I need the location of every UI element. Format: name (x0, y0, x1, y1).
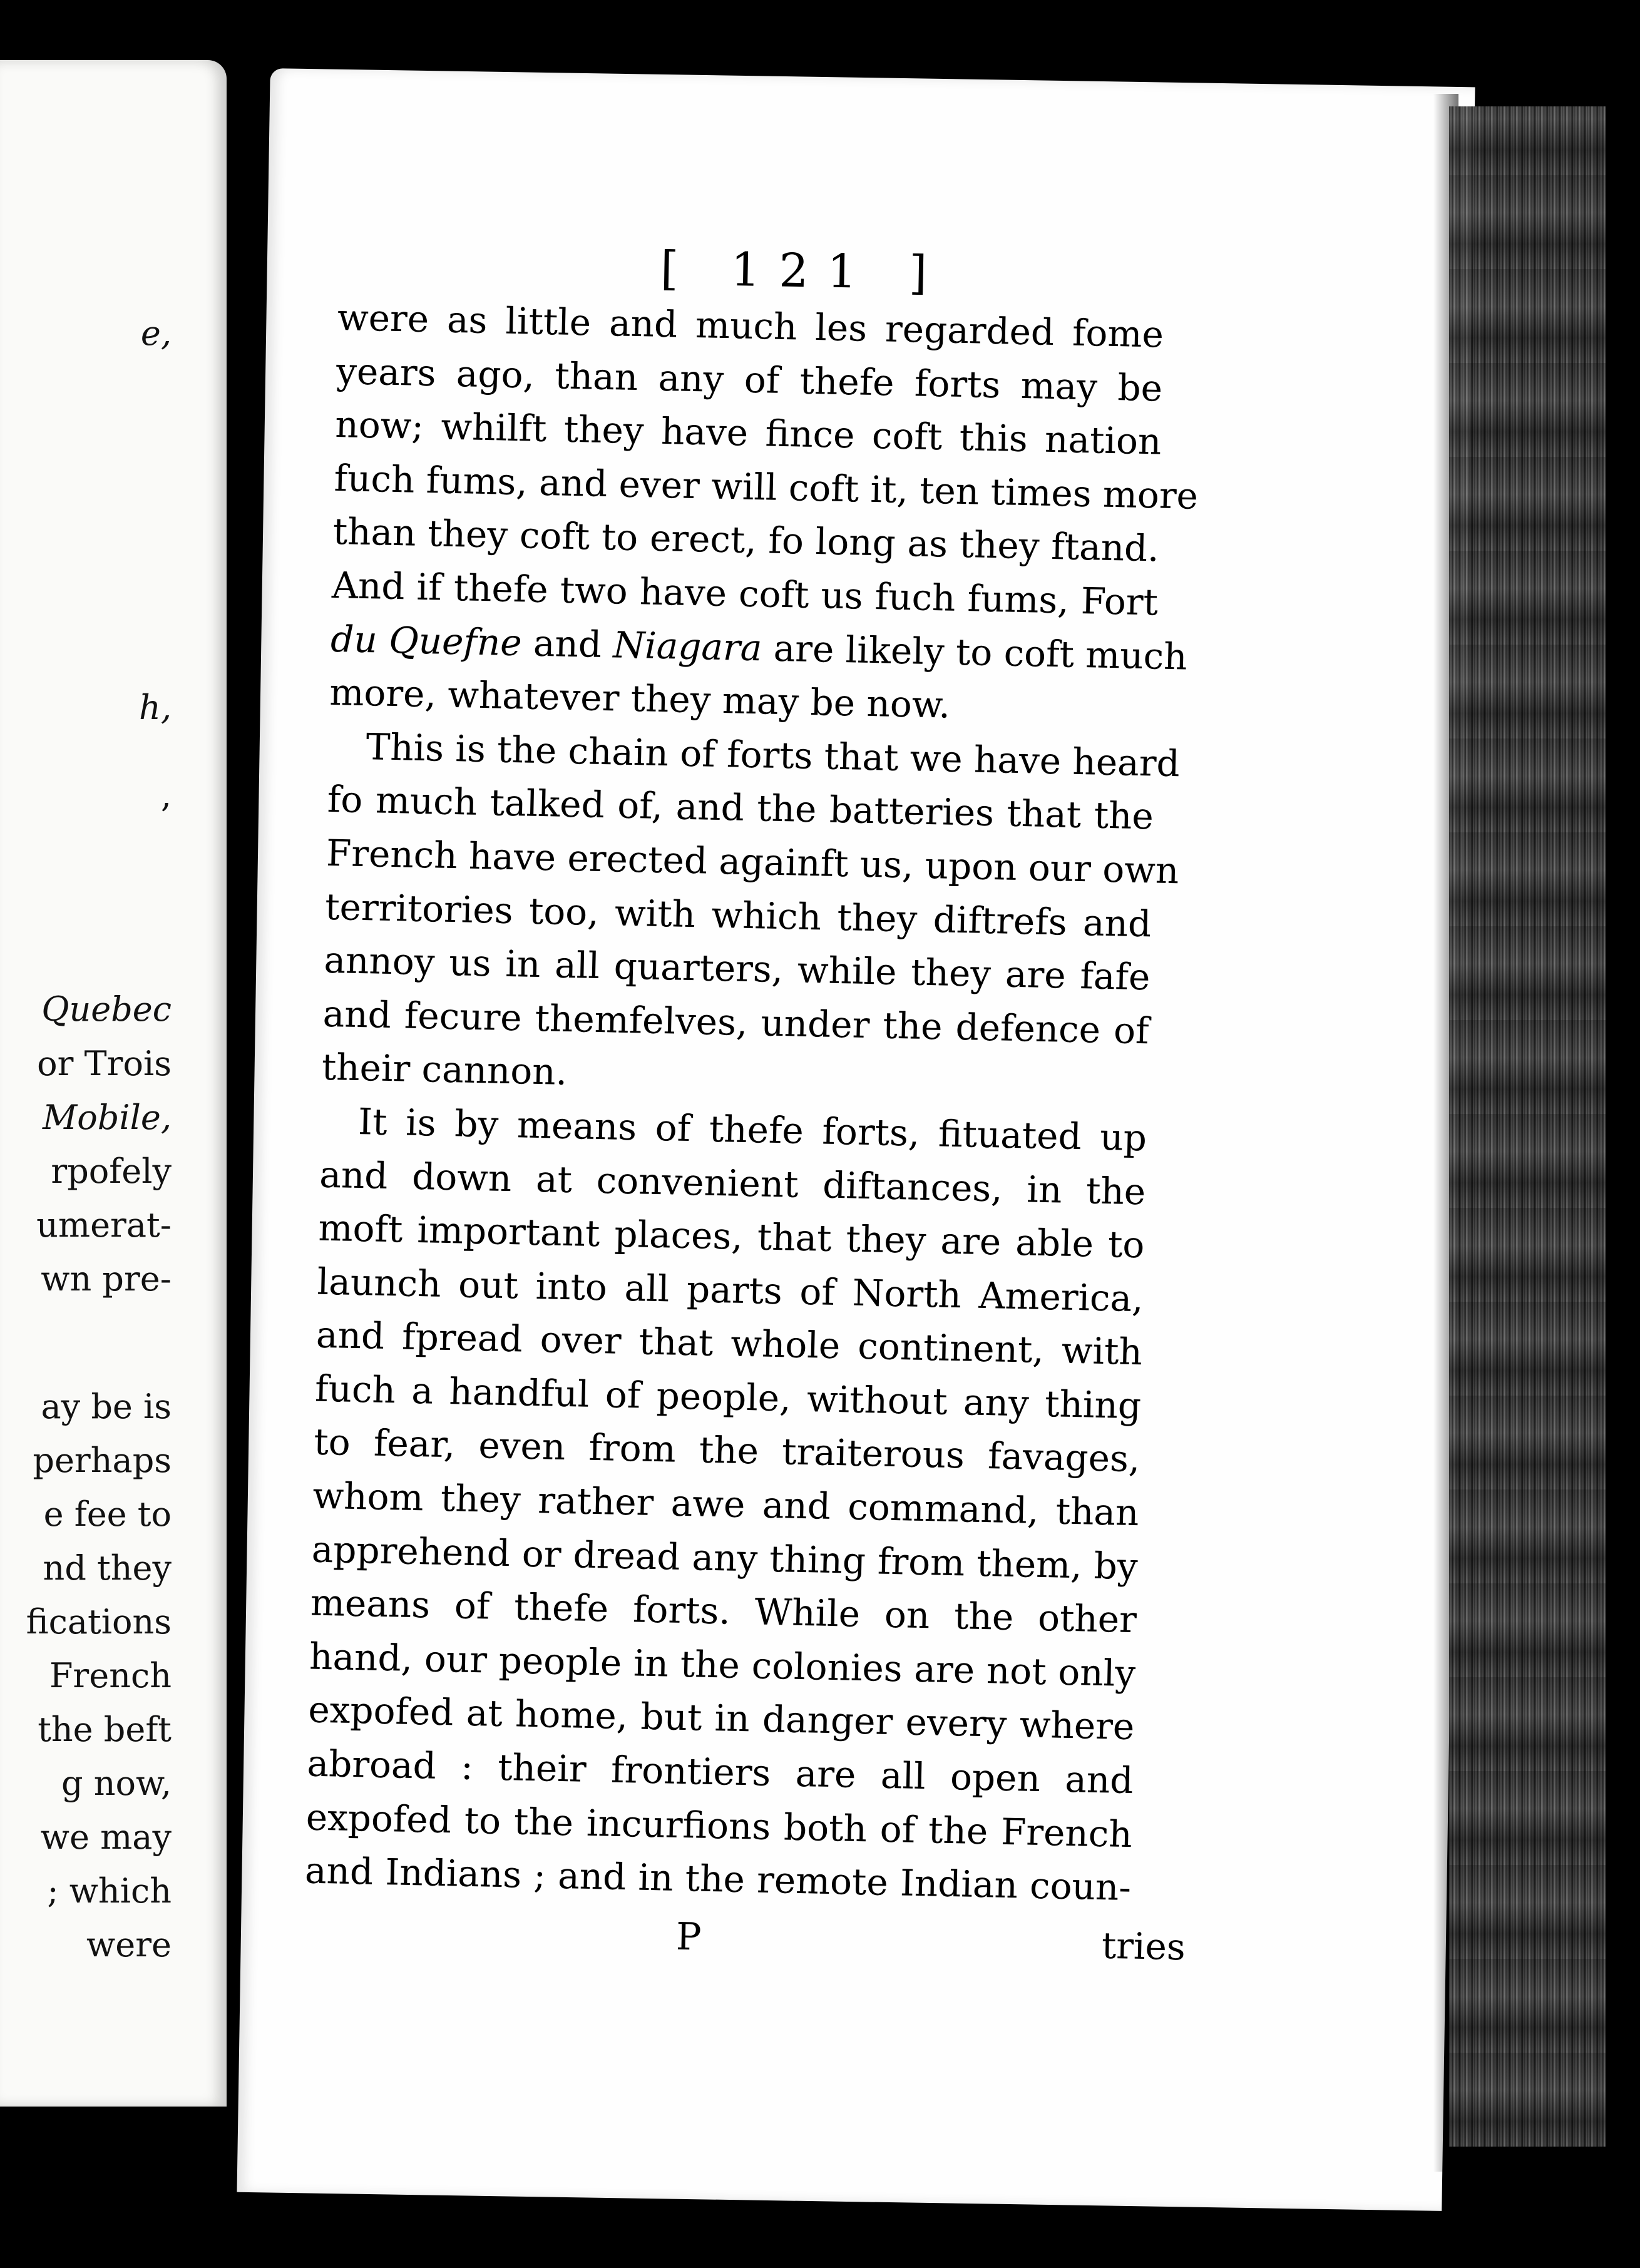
facing-page-line: ; which (47, 1871, 172, 1911)
facing-page-line: were (86, 1925, 172, 1964)
text-segment: now; whilft they have fince coft this nation (334, 403, 1162, 463)
text-segment: hand, our people in the colonies are not only (309, 1635, 1136, 1695)
facing-page-line: French (49, 1656, 172, 1695)
facing-page-line: we may (40, 1817, 172, 1857)
text-segment: than they coft to erect, fo long as they ftand. (332, 510, 1160, 570)
text-segment: were as little and much le (337, 295, 849, 350)
text-segment: and (521, 621, 614, 666)
text-segment: fo much talked of, and the batteries that the (327, 778, 1154, 838)
text-segment: territories too, with which they diftrefs and (324, 885, 1152, 945)
facing-page-line: fications (26, 1602, 172, 1642)
facing-page-line: e fee to (43, 1494, 172, 1534)
facing-page-line: umerat- (36, 1205, 172, 1245)
text-segment: s regarded fome (848, 307, 1164, 356)
text-segment: and down at convenient diftances, in the (319, 1153, 1146, 1213)
facing-page-line: , (160, 775, 172, 815)
body-text (304, 291, 1199, 1915)
facing-page-line: rpofely (51, 1152, 172, 1191)
text-segment: and Indians ; and in the remote Indian coun- (304, 1849, 1132, 1909)
text-segment: And if thefe two have coft us fuch fums, Fort (331, 563, 1159, 624)
facing-page-line: or Trois (37, 1044, 172, 1083)
text-segment: years ago, than any of thefe forts may be (336, 349, 1163, 410)
page-fore-edge (1449, 106, 1606, 2147)
text-segment: means of thefe forts. While on the other (310, 1581, 1137, 1642)
text-segment: moft important places, that they are able to (317, 1206, 1145, 1267)
text-segment: more, whatever they may be now. (329, 671, 951, 727)
text-segment: It is by means of thefe forts, fituated up (357, 1100, 1147, 1160)
text-segment: apprehend or dread any thing from them, by (311, 1528, 1139, 1588)
text-segment: their cannon. (321, 1046, 568, 1094)
catchword: tries (1101, 1924, 1186, 1969)
facing-page-line: wn pre- (41, 1259, 172, 1299)
facing-page (0, 60, 227, 2107)
facing-page-line: perhaps (33, 1441, 172, 1480)
text-segment: are likely to coft much (761, 626, 1188, 678)
text-segment: French have erected againft us, upon our own (325, 831, 1179, 892)
text-segment: to fear, even from the traiterous favages, (313, 1421, 1140, 1481)
facing-page-line: Quebec (41, 989, 172, 1029)
text-segment: fuch fums, and ever will coft it, ten times more (334, 456, 1199, 518)
page-number: [ 121 ] (660, 242, 946, 300)
facing-page-line: nd they (43, 1548, 172, 1588)
facing-page-line: the beft (38, 1710, 172, 1749)
text-segment: fuch a handful of people, without any thing (314, 1367, 1142, 1428)
italic-place-name: Niagara (612, 623, 763, 669)
facing-page-line: h, (139, 688, 172, 727)
italic-place-name: du Quefne (330, 617, 523, 664)
text-segment: and fpread over that whole continent, with (315, 1313, 1143, 1374)
text-segment: expofed to the incurfions both of the French (305, 1796, 1133, 1856)
text-segment: abroad : their frontiers are all open and (307, 1742, 1134, 1802)
text-segment: launch out into all parts of North America, (317, 1260, 1144, 1320)
facing-page-line: ay be is (41, 1387, 172, 1426)
text-segment: annoy us in all quarters, while they are fafe (323, 938, 1151, 999)
text-segment: and fecure themfelves, under the defence of (322, 992, 1150, 1053)
facing-page-line: Mobile, (42, 1098, 172, 1137)
text-segment: This is the chain of forts that we have heard (366, 725, 1181, 785)
facing-page-line: e, (140, 314, 172, 353)
text-segment: expofed at home, but in danger every where (307, 1688, 1135, 1749)
text-segment: whom they rather awe and command, than (312, 1474, 1140, 1535)
facing-page-line: g now, (61, 1764, 172, 1803)
signature-mark: P (675, 1914, 702, 1959)
